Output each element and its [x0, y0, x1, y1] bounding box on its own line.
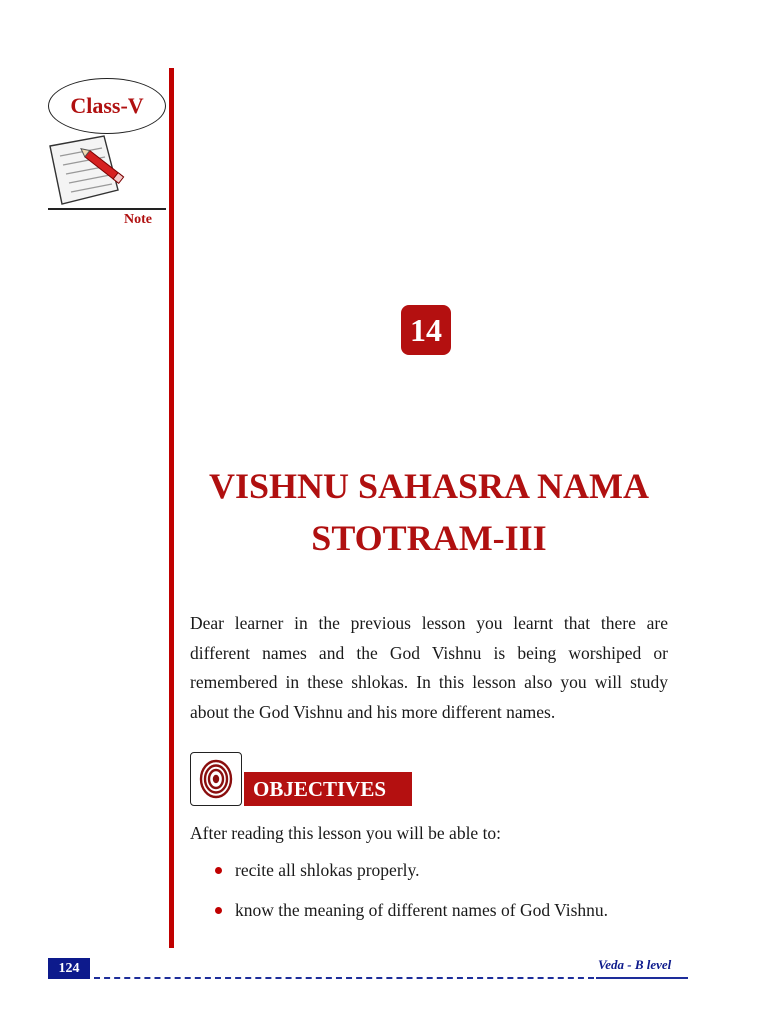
notepad-pencil-icon: [46, 128, 136, 218]
list-item: recite all shlokas properly.: [212, 857, 608, 897]
objectives-icon-frame: [190, 752, 242, 806]
target-icon: [199, 759, 233, 799]
objectives-list: [212, 857, 608, 937]
footer-course-label: Veda - B level: [598, 957, 672, 972]
page-number: 124: [48, 958, 90, 979]
class-label-oval: [48, 78, 166, 134]
chapter-number: 14: [410, 311, 442, 348]
chapter-number-badge: [401, 305, 451, 355]
footer-dashed-rule: [94, 977, 594, 979]
chapter-title-line-2: STOTRAM-III: [311, 518, 547, 558]
margin-rule: [169, 68, 174, 948]
footer-solid-rule: [596, 977, 688, 979]
objectives-heading: OBJECTIVES: [244, 772, 412, 806]
note-label: Note: [124, 212, 152, 227]
chapter-title: [190, 460, 668, 564]
intro-paragraph: Dear learner in the previous lesson you learnt that there are different names and the God Vishnu is being worshiped or remembered in these shlokas. In this lesson also you will study about the God Vishnu and his more different names.: [190, 613, 668, 722]
chapter-title-line-1: VISHNU SAHASRA NAMA: [208, 466, 650, 506]
list-item: know the meaning of different names of God Vishnu.: [212, 897, 608, 937]
class-label: Class-V: [70, 93, 144, 118]
note-divider: [48, 208, 166, 210]
objectives-intro: After reading this lesson you will be able to:: [190, 823, 502, 843]
